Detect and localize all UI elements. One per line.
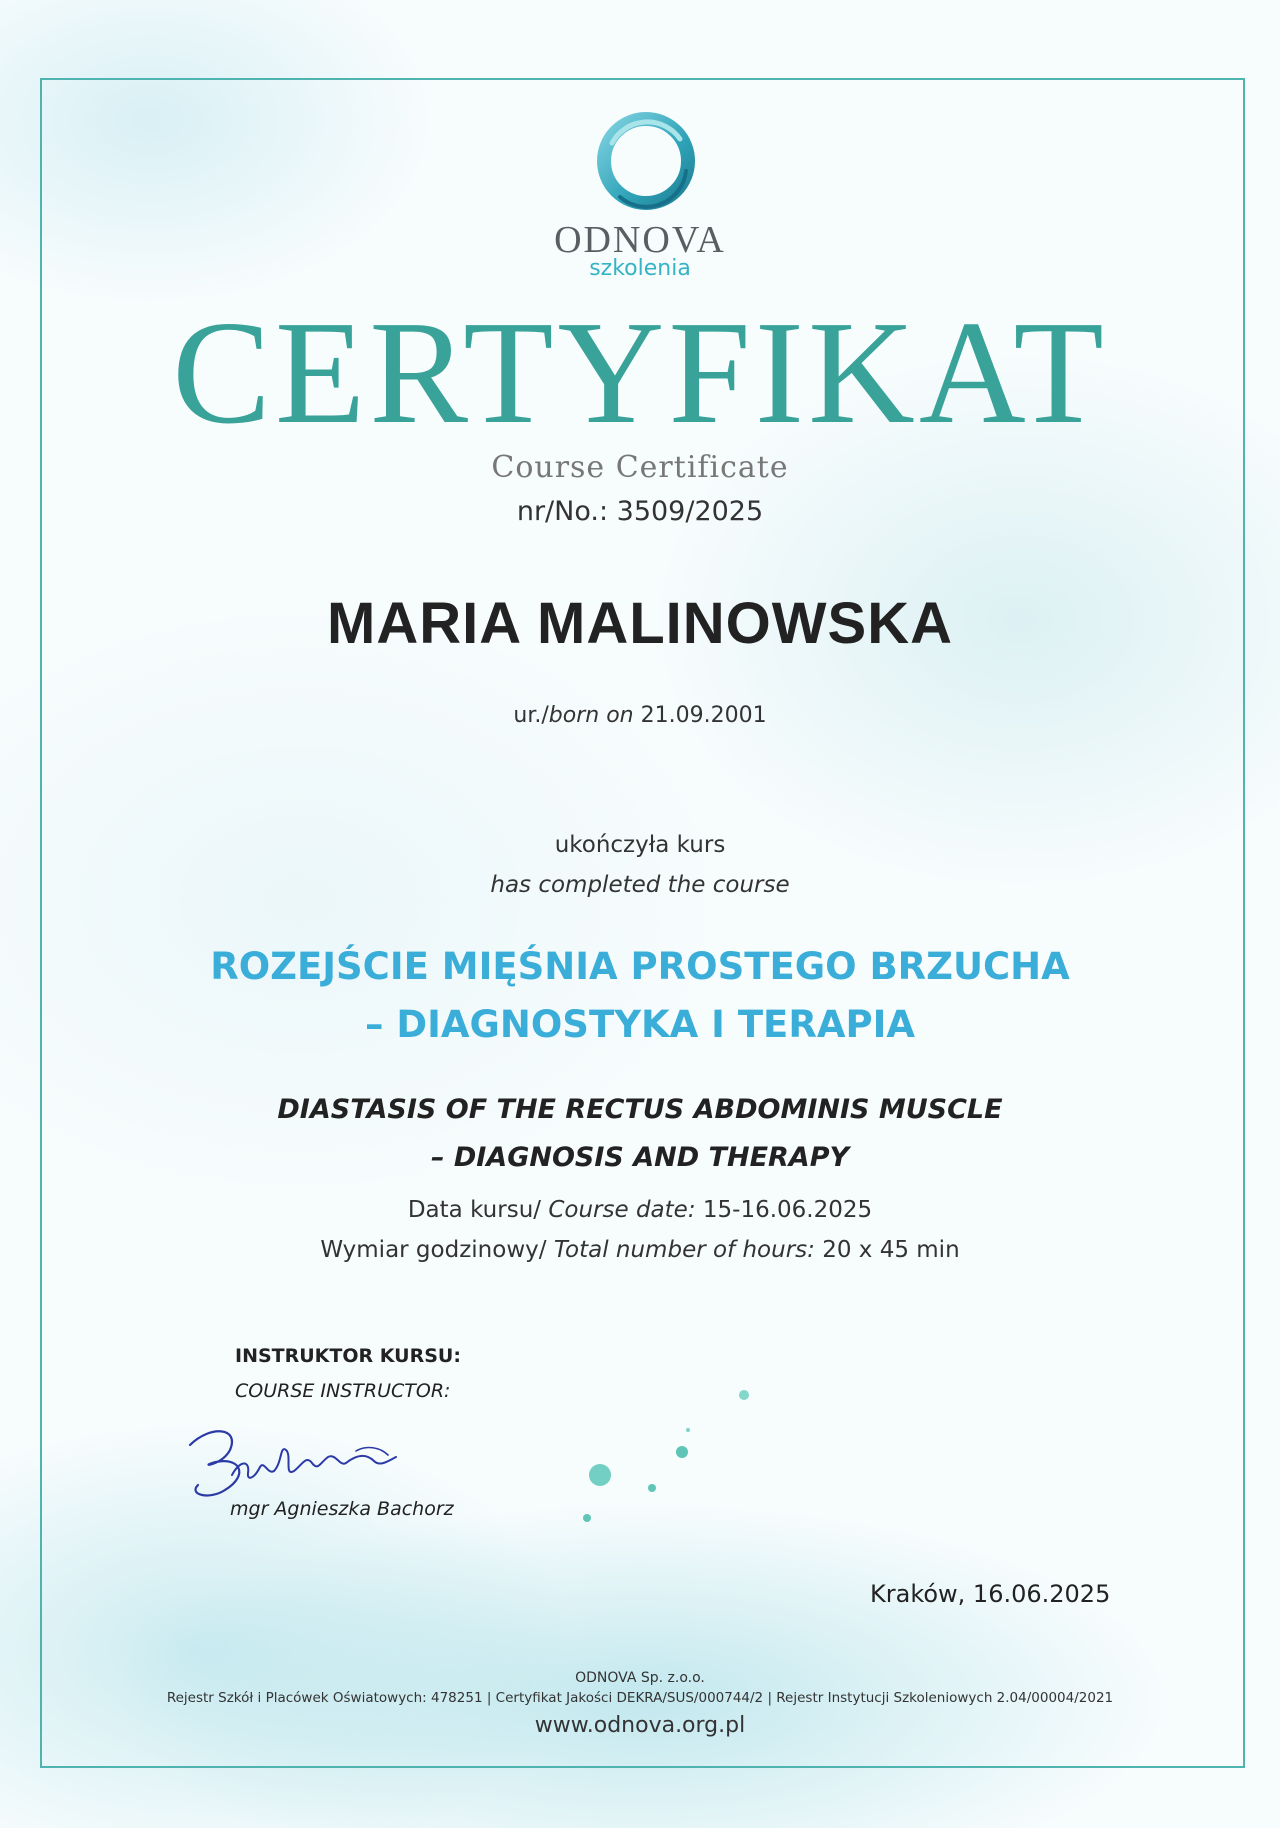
course-title-en: [0, 1086, 1280, 1182]
course-hours-value: 20 x 45 min: [822, 1237, 960, 1263]
ring-logo-icon: [590, 105, 702, 217]
certificate-title: CERTYFIKAT: [172, 291, 1108, 455]
decorative-dots: [560, 1370, 780, 1550]
born-prefix: ur./: [513, 703, 549, 728]
course-date-value: 15-16.06.2025: [702, 1197, 873, 1223]
born-label: born on: [548, 703, 634, 728]
course-date-line: [0, 1197, 1280, 1223]
footer-company: ODNOVA Sp. z.o.o.: [575, 1670, 705, 1686]
course-title-en-line1: DIASTASIS OF THE RECTUS ABDOMINIS MUSCLE: [277, 1094, 1003, 1125]
course-hours-label-pl: Wymiar godzinowy/: [320, 1237, 554, 1263]
completed-text-pl: ukończyła kurs: [554, 832, 726, 858]
course-date-label-en: Course date:: [548, 1197, 696, 1223]
brand-name: ODNOVA: [554, 219, 726, 261]
completed-text-en: has completed the course: [490, 872, 790, 898]
footer-registry: Rejestr Szkół i Placówek Oświatowych: 478251 | Certyfikat Jakości DEKRA/SUS/000744/2 | Rejestr Instytucji Szkoleniowych 2.04/00004/2021: [166, 1690, 1114, 1706]
course-hours-line: [0, 1237, 1280, 1263]
certificate-number: nr/No.: 3509/2025: [516, 496, 764, 527]
recipient-name: MARIA MALINOWSKA: [327, 591, 953, 656]
course-title-en-line2: – DIAGNOSIS AND THERAPY: [430, 1142, 850, 1173]
course-title-pl-line1: ROZEJŚCIE MIĘŚNIA PROSTEGO BRZUCHA: [210, 945, 1070, 988]
instructor-label-en: COURSE INSTRUCTOR:: [235, 1380, 451, 1402]
born-date: 21.09.2001: [640, 703, 767, 728]
instructor-label-pl: INSTRUKTOR KURSU:: [235, 1345, 461, 1367]
course-title-pl: [0, 938, 1280, 1054]
footer-website-link[interactable]: www.odnova.org.pl: [534, 1713, 746, 1738]
certificate-subtitle: Course Certificate: [491, 450, 789, 485]
instructor-name: mgr Agnieszka Bachorz: [230, 1498, 454, 1520]
birth-date-line: [0, 703, 1280, 728]
place-and-date: Kraków, 16.06.2025: [870, 1580, 1111, 1608]
course-date-label-pl: Data kursu/: [407, 1197, 549, 1223]
course-title-pl-line2: – DIAGNOSTYKA I TERAPIA: [365, 1003, 915, 1046]
course-hours-label-en: Total number of hours:: [553, 1237, 815, 1263]
brand-subtitle: szkolenia: [589, 256, 691, 281]
